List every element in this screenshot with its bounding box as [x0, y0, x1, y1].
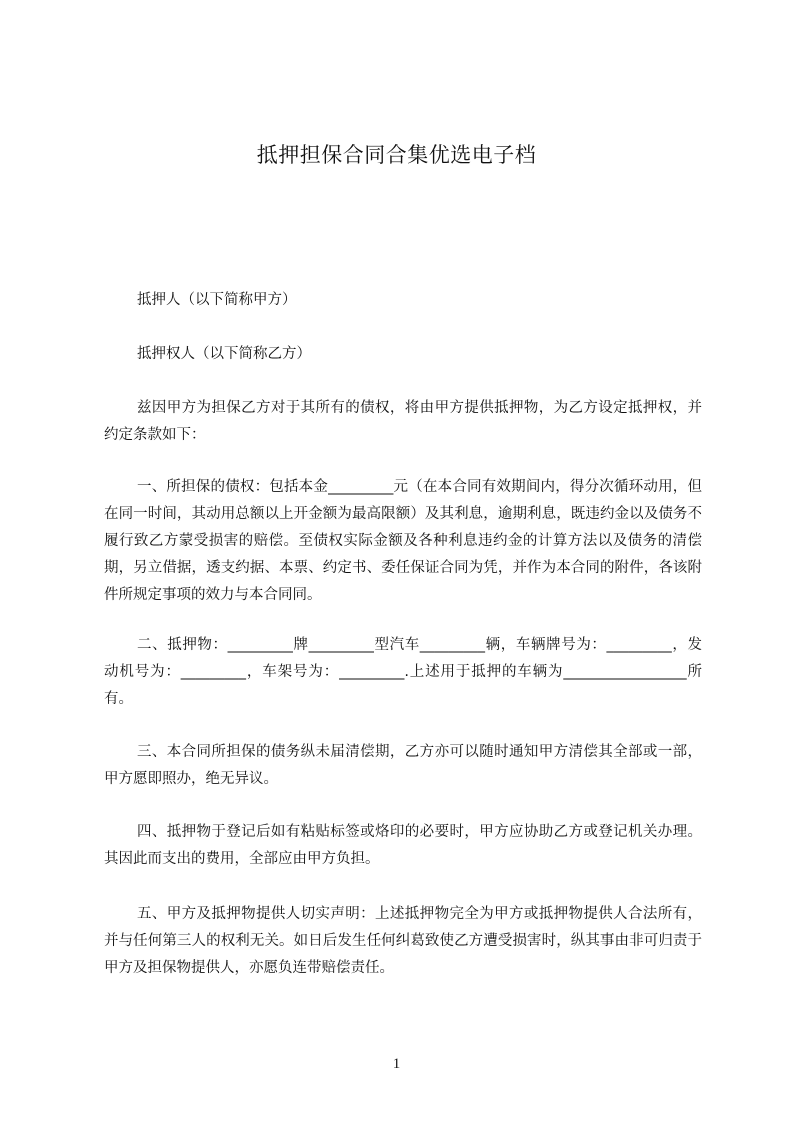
paragraph-mortgagor: 抵押人（以下简称甲方） [137, 292, 297, 308]
paragraph-mortgagee: 抵押权人（以下简称乙方） [137, 346, 311, 362]
paragraph-clause-5: 五、甲方及抵押物提供人切实声明：上述抵押物完全为甲方或抵押物提供人合法所有，并与任何第三人的权利无关。如日后发生任何纠葛致使乙方遭受损害时，纵其事由非可归责于甲方及担保物提供人，亦愿负连带赔偿责任。 [104, 906, 702, 976]
paragraph-preamble: 兹因甲方为担保乙方对于其所有的债权，将由甲方提供抵押物，为乙方设定抵押权，并约定条款如下： [104, 400, 702, 443]
paragraph-clause-2: 二、抵押物：_________牌_________型汽车_________辆，车辆牌号为：_________，发动机号为：_________，车架号为：_________.上述用于抵押的车辆为_________________所有。 [104, 637, 702, 707]
document-title: 抵押担保合同合集优选电子档 [256, 143, 537, 167]
paragraph-clause-1: 一、所担保的债权：包括本金_________元（在本合同有效期间内，得分次循环动用，但在同一时间，其动用总额以上开金额为最高限额）及其利息，逾期利息，既违约金以及债务不履行致乙方蒙受损害的赔偿。至债权实际金额及各种利息违约金的计算方法以及债务的清偿期，另立借据，透支约据、本票、约定书、委任保证合同为凭，并作为本合同的附件，各该附件所规定事项的效力与本合同同。 [104, 479, 702, 603]
paragraph-clause-4: 四、抵押物于登记后如有粘贴标签或烙印的必要时，甲方应协助乙方或登记机关办理。其因此而支出的费用，全部应由甲方负担。 [104, 824, 702, 867]
page-number: 1 [392, 1056, 401, 1072]
paragraph-clause-3: 三、本合同所担保的债务纵未届清偿期，乙方亦可以随时通知甲方清偿其全部或一部，甲方愿即照办，绝无异议。 [104, 744, 702, 787]
